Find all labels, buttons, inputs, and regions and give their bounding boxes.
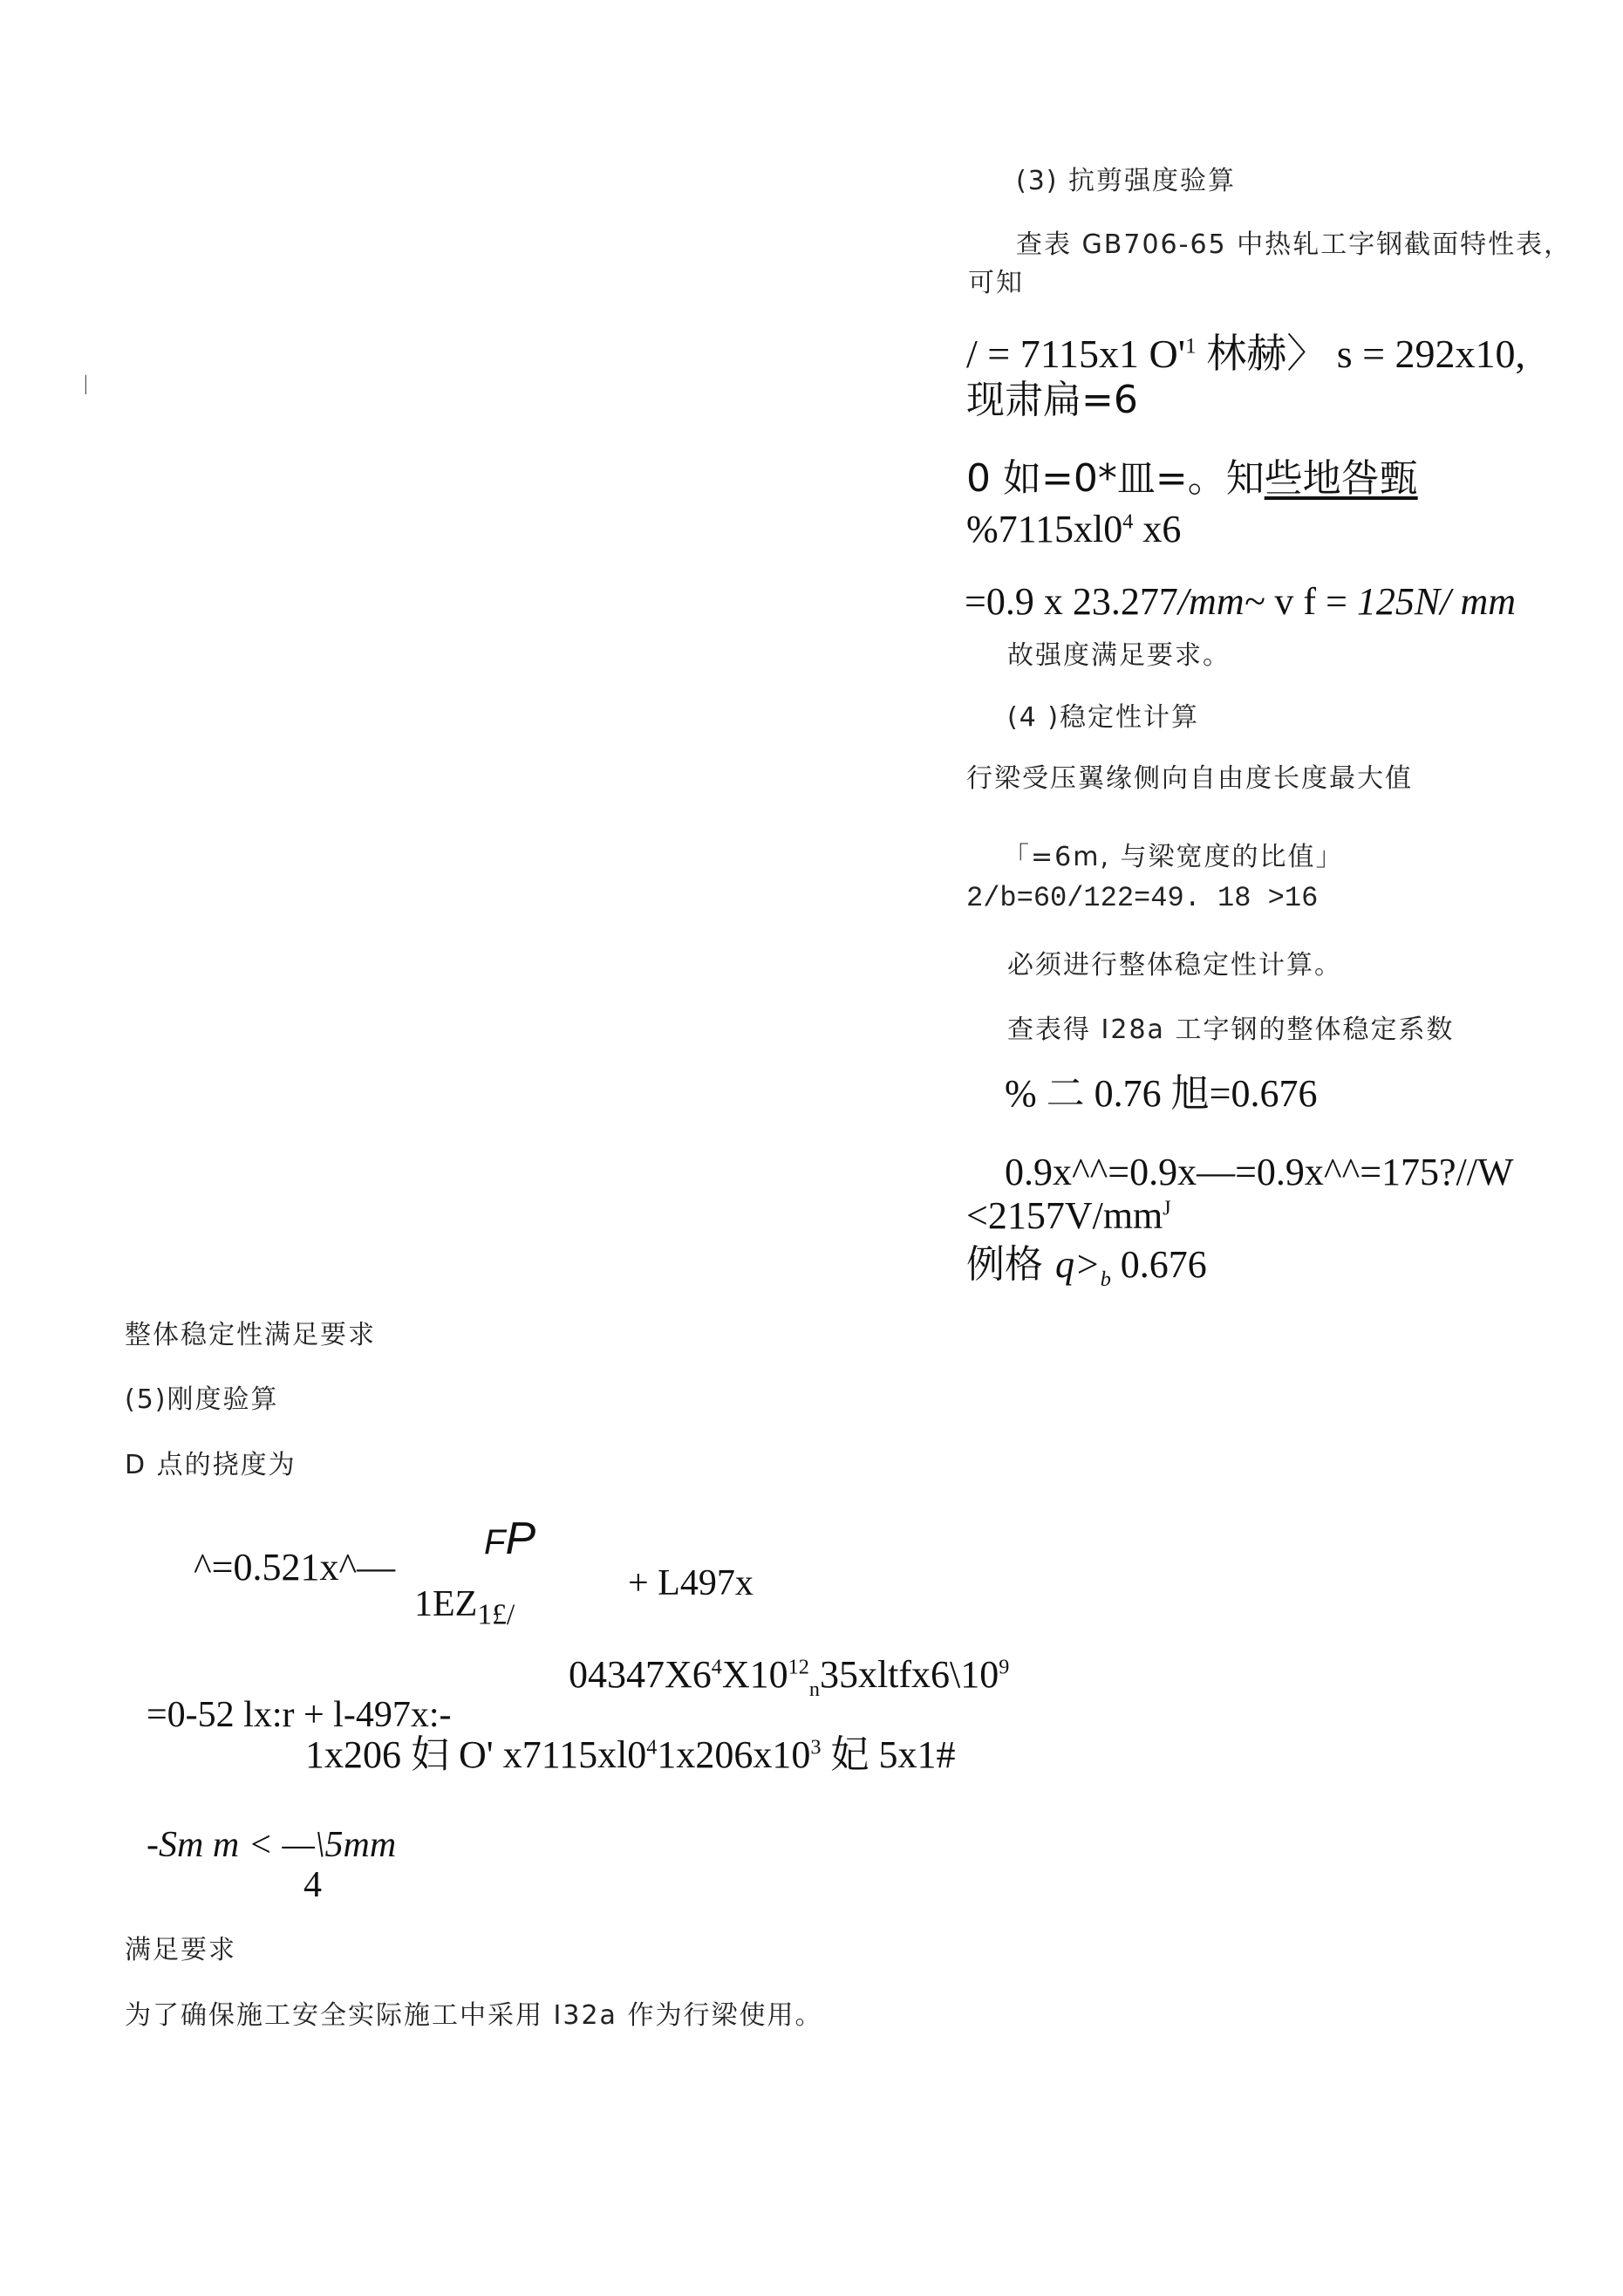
- eq8-den-a: 1x206 妇 O' x7115xl0: [305, 1733, 647, 1776]
- para-lookup-line-1: 查表 GB706-65 中热轧工字钢截面特性表，: [1016, 229, 1572, 260]
- eq8-den-c: 妃 5x1#: [821, 1733, 956, 1776]
- stiffness-satisfied: 满足要求: [125, 1935, 236, 1965]
- equation-substitution-line: =0-52 lx:r + l-497x:-: [147, 1695, 452, 1735]
- heading-stiffness-check: (5)刚度验算: [125, 1384, 279, 1415]
- eq1-sup: 1: [1185, 333, 1197, 359]
- para-ratio-line-2: 2/b=60/122=49. 18 >16: [966, 882, 1319, 914]
- eq2-underlined: 些地咎甄: [1264, 456, 1418, 501]
- eq8-num-sup1: 4: [711, 1655, 722, 1679]
- para-lookup-line-2: 可知: [968, 268, 1024, 298]
- para-ratio-line-1: 「=6m, 与梁宽度的比值」: [1003, 842, 1344, 872]
- conclusion-paragraph: 为了确保施工安全实际施工中采用 I32a 作为行梁使用。: [125, 2000, 823, 2031]
- eq2-line2-a: %7115xl0: [966, 508, 1123, 550]
- eq8-den-b: 1x206x10: [657, 1733, 811, 1776]
- equation-deflection-limit: -Sm m < —\5mm: [147, 1825, 397, 1865]
- eq6-part-c: 0.676: [1110, 1243, 1207, 1286]
- eq8-num-sup2: 12: [788, 1655, 809, 1679]
- eq3-part-d: 125N/ mm: [1356, 580, 1517, 623]
- eq8-num-sup3: 9: [999, 1655, 1010, 1679]
- para-deflection-point-d: D 点的挠度为: [125, 1450, 297, 1480]
- equation-inertia-line2: 现肃扁=6: [966, 378, 1138, 422]
- margin-mark: |: [84, 372, 88, 395]
- eq3-part-a: =0.9 x 23.277: [965, 580, 1178, 623]
- equation-deflection-limit-denominator: 4: [303, 1865, 322, 1905]
- eq6-sub: b: [1100, 1267, 1111, 1291]
- eq3-part-b: /mm~: [1177, 580, 1265, 623]
- eq8-den-sup1: 4: [646, 1735, 658, 1760]
- eq3-part-c: v f =: [1265, 580, 1357, 623]
- eq7-den-sub: 1£/: [477, 1598, 515, 1631]
- para-flange-length: 行梁受压翼缘侧向自由度长度最大值: [966, 763, 1413, 794]
- equation-bending-stress: 0.9x^^=0.9x—=0.9x^^=175?//W: [1005, 1151, 1514, 1193]
- para-stability-coefficient: 查表得 I28a 工字钢的整体稳定系数: [1007, 1015, 1455, 1045]
- eq2-line2-b: x6: [1133, 508, 1182, 550]
- eq7-den-a: 1EZ: [414, 1584, 478, 1624]
- equation-bending-stress-line2: [966, 1194, 1171, 1237]
- eq8-num-a: 04347X6: [569, 1653, 712, 1696]
- eq2-part-a: 0 如=0*皿=。知: [966, 456, 1265, 501]
- equation-inertia: [966, 331, 1526, 376]
- eq6-part-a: 例格: [966, 1242, 1055, 1287]
- eq8-num-c: 35xltfx6\10: [819, 1653, 999, 1696]
- heading-shear-check: (3) 抗剪强度验算: [1016, 166, 1237, 196]
- equation-shear-stress: [966, 456, 1418, 501]
- equation-shear-stress-line2: [966, 510, 1181, 549]
- equation-phi-check: [966, 1242, 1207, 1291]
- equation-deflection-denominator: [414, 1584, 515, 1631]
- equation-shear-result: [965, 580, 1517, 623]
- para-must-calc: 必须进行整体稳定性计算。: [1007, 950, 1342, 981]
- eq7-p: P: [505, 1514, 536, 1564]
- eq1-part-a: / = 7115x1 O': [966, 331, 1186, 376]
- eq7-f: F: [484, 1523, 506, 1561]
- eq8-den-sup2: 3: [810, 1735, 822, 1760]
- stability-satisfied: 整体稳定性满足要求: [125, 1320, 376, 1350]
- eq1-part-b: 林赫〉 s = 292x10,: [1196, 331, 1526, 376]
- equation-substitution-numerator: [569, 1653, 1010, 1701]
- equation-deflection-plus-term: + L497x: [628, 1563, 754, 1603]
- eq8-num-b: X10: [721, 1653, 788, 1696]
- eq2-line2-sup: 4: [1122, 509, 1134, 534]
- equation-phi: % 二 0.76 旭=0.676: [1005, 1072, 1318, 1115]
- equation-deflection-lead: ^=0.521x^—: [194, 1546, 396, 1589]
- eq5-line2-sup: J: [1163, 1196, 1171, 1220]
- equation-substitution-denominator: [305, 1733, 956, 1776]
- eq8-num-sub: n: [808, 1677, 820, 1701]
- equation-deflection-fp: [484, 1514, 536, 1564]
- strength-satisfied: 故强度满足要求。: [1007, 640, 1231, 671]
- eq5-line2-a: <2157V/mm: [966, 1194, 1163, 1237]
- heading-stability-calc: (4 )稳定性计算: [1007, 702, 1200, 733]
- eq6-part-b: q>: [1055, 1243, 1101, 1286]
